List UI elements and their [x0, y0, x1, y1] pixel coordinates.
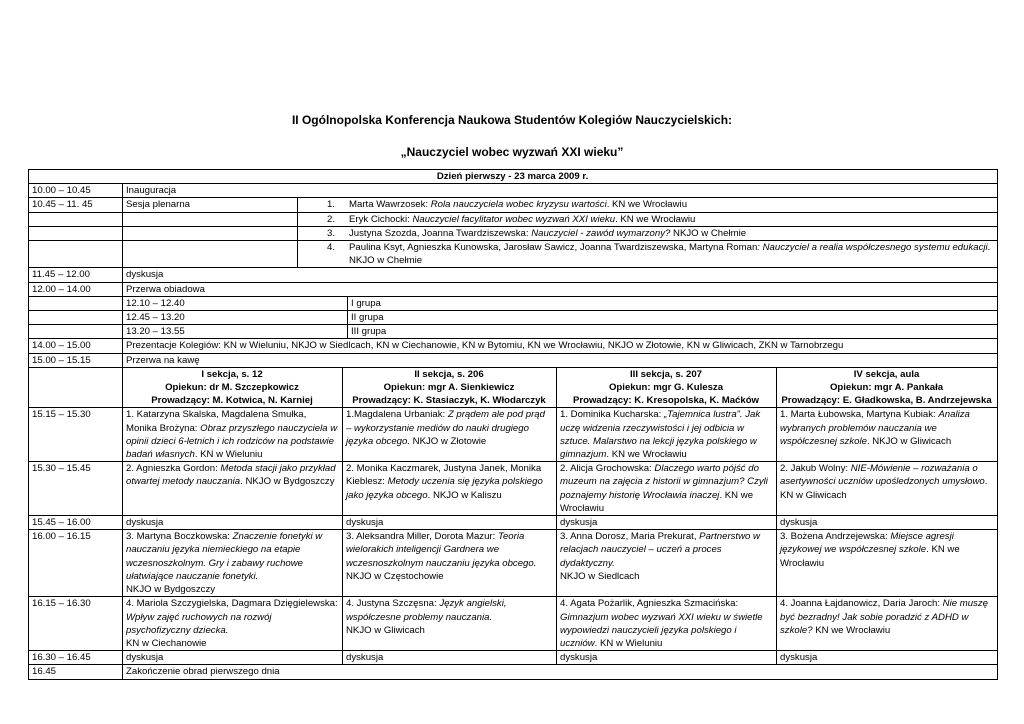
- time-cell: [29, 325, 123, 339]
- table-row: [29, 651, 998, 665]
- talk-cell: 2. Agnieszka Gordon: Metoda stacji jako przykład otwartej metody nauczania. NKJO w Bydgoszczy: [123, 462, 343, 516]
- talk-cell: 1. Marta Łubowska, Martyna Kubiak: Analiza wybranych problemów nauczania we współczesnej szkole. NKJO w Gliwicach: [777, 408, 998, 462]
- event-cell: dyskusja: [123, 268, 998, 282]
- discussion-cell: dyskusja: [777, 516, 998, 530]
- talk-cell: 1. Katarzyna Skalska, Magdalena Smułka, Monika Brożyna: Obraz przyszłego nauczyciela w opinii dzieci 6-letnich i ich rodziców na podstawie badań własnych. KN w Wieluniu: [123, 408, 343, 462]
- table-row: [29, 339, 998, 353]
- table-row: [29, 184, 998, 198]
- talk-cell: 3. Aleksandra Miller, Dorota Mazur: Teoria wielorakich inteligencji Gardnera we wczesnoszkolnym nauczaniu języka obcego. NKJO w Częstochowie: [343, 530, 557, 597]
- talk-cell: 4. Joanna Łajdanowicz, Daria Jaroch: Nie muszę być bezradny! Jak sobie poradzić z ADHD w szkole? KN we Wrocławiu: [777, 597, 998, 651]
- item-number: 1.: [327, 199, 336, 211]
- section-opiekun: Opiekun: mgr G. Kulesza: [608, 382, 724, 394]
- section-opiekun: Opiekun: dr M. Szczepkowicz: [165, 382, 299, 394]
- talk-cell: 3. Anna Dorosz, Maria Prekurat, Partnerstwo w relacjach nauczyciel – uczeń a proces dydaktyczny. NKJO w Siedlcach: [557, 530, 777, 597]
- time-cell: 15.00 – 15.15: [29, 353, 123, 367]
- section-header: [777, 367, 998, 408]
- section-name: II sekcja, s. 206: [414, 368, 484, 380]
- time-cell: 16.15 – 16.30: [29, 597, 123, 651]
- section-header: [123, 367, 343, 408]
- time-cell: 15.30 – 15.45: [29, 462, 123, 516]
- event-cell: Zakończenie obrad pierwszego dnia: [123, 665, 998, 679]
- section-header: [343, 367, 557, 408]
- table-row: [29, 311, 998, 325]
- section-prowadzacy: Prowadzący: K. Kresopolska, K. Maćków: [572, 395, 760, 407]
- item-number: 3.: [327, 227, 336, 239]
- plenary-item: [298, 226, 998, 240]
- discussion-cell: dyskusja: [343, 516, 557, 530]
- item-authors: Justyna Szozda, Joanna Twardziszewska:: [349, 227, 532, 239]
- table-row: [29, 408, 998, 462]
- plenary-item: [298, 241, 998, 268]
- item-place: NKJO w Chełmie: [670, 227, 747, 239]
- talk-cell: 3. Martyna Boczkowska: Znaczenie fonetyki w nauczaniu języka niemieckiego na etapie wczesnoszkolnym. Gry i zabawy ruchowe ułatwiające nauczanie fonetyki. NKJO w Bydgoszczy: [123, 530, 343, 597]
- time-cell: 15.15 – 15.30: [29, 408, 123, 462]
- talk-cell: 2. Jakub Wolny: NIE-Mówienie – rozważania o asertywności uczniów upośledzonych umysłowo. KN w Gliwicach: [777, 462, 998, 516]
- time-cell: [29, 367, 123, 408]
- event-cell: Prezentacje Kolegiów: KN w Wieluniu, NKJO w Siedlcach, KN w Ciechanowie, KN w Bytomiu, KN we Wrocławiu, NKJO w Złotowie, KN w Gliwicach, ZKN w Tarnobrzegu: [123, 339, 998, 353]
- talk-cell: 4. Mariola Szczygielska, Dagmara Dzięgielewska: Wpływ zajęć ruchowych na rozwój psychofizyczny dziecka. KN w Ciechanowie: [123, 597, 343, 651]
- item-number: 2.: [327, 213, 336, 225]
- table-row: [29, 296, 998, 310]
- item-title: : Nauczyciel a realia współczesnego systemu edukacji: [757, 242, 988, 254]
- table-row: [29, 665, 998, 679]
- time-cell: 14.00 – 15.00: [29, 339, 123, 353]
- table-row: [29, 597, 998, 651]
- section-name: III sekcja, s. 207: [629, 368, 702, 380]
- sections-header-row: [29, 367, 998, 408]
- table-row: [29, 353, 998, 367]
- table-row: [29, 325, 998, 339]
- time-cell: [29, 241, 123, 268]
- section-opiekun: Opiekun: mgr A. Sienkiewicz: [383, 382, 515, 394]
- table-row: [29, 241, 998, 268]
- event-cell: Sesja plenarna: [123, 198, 298, 212]
- group-name: II grupa: [348, 311, 998, 325]
- section-name: I sekcja, s. 12: [201, 368, 263, 380]
- talk-cell: 1.Magdalena Urbaniak: Z prądem ale pod prąd – wykorzystanie mediów do nauki drugiego języka obcego. NKJO w Złotowie: [343, 408, 557, 462]
- event-cell: Przerwa na kawę: [123, 353, 998, 367]
- section-opiekun: Opiekun: mgr A. Pankała: [829, 382, 944, 394]
- event-cell: [123, 241, 298, 268]
- item-title: Nauczyciel facylitator wobec wyzwań XXI wieku: [412, 213, 616, 225]
- time-cell: 16.45: [29, 665, 123, 679]
- item-title: Rola nauczyciela wobec kryzysu wartości: [430, 199, 607, 211]
- table-row: [29, 198, 998, 212]
- item-place: . NKJO w Chełmie: [349, 242, 991, 267]
- section-prowadzacy: Prowadzący: M. Kotwica, N. Karniej: [151, 395, 313, 407]
- conference-title: II Ogólnopolska Konferencja Naukowa Studentów Kolegiów Nauczycielskich:: [291, 113, 733, 127]
- talk-cell: 4. Justyna Szczęsna: Język angielski, współczesne problemy nauczania. NKJO w Gliwicach: [343, 597, 557, 651]
- item-authors: Eryk Cichocki:: [349, 213, 413, 225]
- talk-cell: 1. Dominika Kucharska: „Tajemnica lustra”. Jak uczę widzenia rzeczywistości i jej odbicia w sztuce. Malarstwo na lekcji języka polskiego w gimnazjum. KN we Wrocławiu: [557, 408, 777, 462]
- event-cell: Inauguracja: [123, 184, 998, 198]
- event-cell: Przerwa obiadowa: [123, 282, 998, 296]
- talk-cell: 3. Bożena Andrzejewska: Miejsce agresji językowej we współczesnej szkole. KN we Wrocławiu: [777, 530, 998, 597]
- discussion-cell: dyskusja: [123, 516, 343, 530]
- day-header: Dzień pierwszy - 23 marca 2009 r.: [29, 170, 998, 184]
- time-cell: 15.45 – 16.00: [29, 516, 123, 530]
- talk-cell: 2. Alicja Grochowska: Dlaczego warto pójść do muzeum na zajęcia z historii w gimnazjum? Czyli poznajemy historię Wrocławia inaczej. KN we Wrocławiu: [557, 462, 777, 516]
- section-prowadzacy: Prowadzący: K. Stasiaczyk, K. Włodarczyk: [352, 395, 546, 407]
- time-cell: [29, 311, 123, 325]
- event-cell: [123, 212, 298, 226]
- table-row: [29, 268, 998, 282]
- group-time: 12.10 – 12.40: [123, 296, 348, 310]
- discussion-cell: dyskusja: [343, 651, 557, 665]
- item-number: 4.: [327, 242, 336, 254]
- plenary-item: [298, 198, 998, 212]
- event-cell: [123, 226, 298, 240]
- group-name: III grupa: [348, 325, 998, 339]
- item-title: Nauczyciel - zawód wymarzony?: [531, 227, 671, 239]
- section-name: IV sekcja, aula: [853, 368, 920, 380]
- item-place: . KN we Wrocławiu: [615, 213, 696, 225]
- table-row: [29, 226, 998, 240]
- schedule-table: [28, 169, 998, 680]
- section-header: [557, 367, 777, 408]
- day-header-row: [29, 170, 998, 184]
- discussion-cell: dyskusja: [557, 651, 777, 665]
- time-cell: 12.00 – 14.00: [29, 282, 123, 296]
- time-cell: 16.00 – 16.15: [29, 530, 123, 597]
- table-row: [29, 212, 998, 226]
- time-cell: 11.45 – 12.00: [29, 268, 123, 282]
- time-cell: 10.00 – 10.45: [29, 184, 123, 198]
- discussion-cell: dyskusja: [777, 651, 998, 665]
- time-cell: [29, 226, 123, 240]
- talk-cell: 2. Monika Kaczmarek, Justyna Janek, Monika Kieblesz: Metody uczenia się języka polskiego jako języka obcego. NKJO w Kaliszu: [343, 462, 557, 516]
- discussion-cell: dyskusja: [557, 516, 777, 530]
- plenary-item: [298, 212, 998, 226]
- item-place: . KN we Wrocławiu: [606, 199, 688, 211]
- table-row: [29, 282, 998, 296]
- discussion-cell: dyskusja: [123, 651, 343, 665]
- time-cell: [29, 296, 123, 310]
- group-time: 12.45 – 13.20: [123, 311, 348, 325]
- time-cell: [29, 212, 123, 226]
- talk-cell: 4. Agata Pożarlik, Agnieszka Szmacińska: Gimnazjum wobec wyzwań XXI wieku w świetle wypowiedzi nauczycieli języka polskiego i uczniów. KN w Wieluniu: [557, 597, 777, 651]
- time-cell: 10.45 – 11. 45: [29, 198, 123, 212]
- table-row: [29, 462, 998, 516]
- time-cell: 16.30 – 16.45: [29, 651, 123, 665]
- table-row: [29, 516, 998, 530]
- conference-subtitle: „Nauczyciel wobec wyzwań XXI wieku”: [400, 145, 624, 159]
- item-authors: Paulina Ksyt, Agnieszka Kunowska, Jarosław Sawicz, Joanna Twardziszewska, Martyna Roman: [349, 242, 758, 254]
- section-prowadzacy: Prowadzący: E. Gładkowska, B. Andrzejewska: [781, 395, 992, 407]
- table-row: [29, 530, 998, 597]
- group-time: 13.20 – 13.55: [123, 325, 348, 339]
- group-name: I grupa: [348, 296, 998, 310]
- item-authors: Marta Wawrzosek:: [349, 199, 431, 211]
